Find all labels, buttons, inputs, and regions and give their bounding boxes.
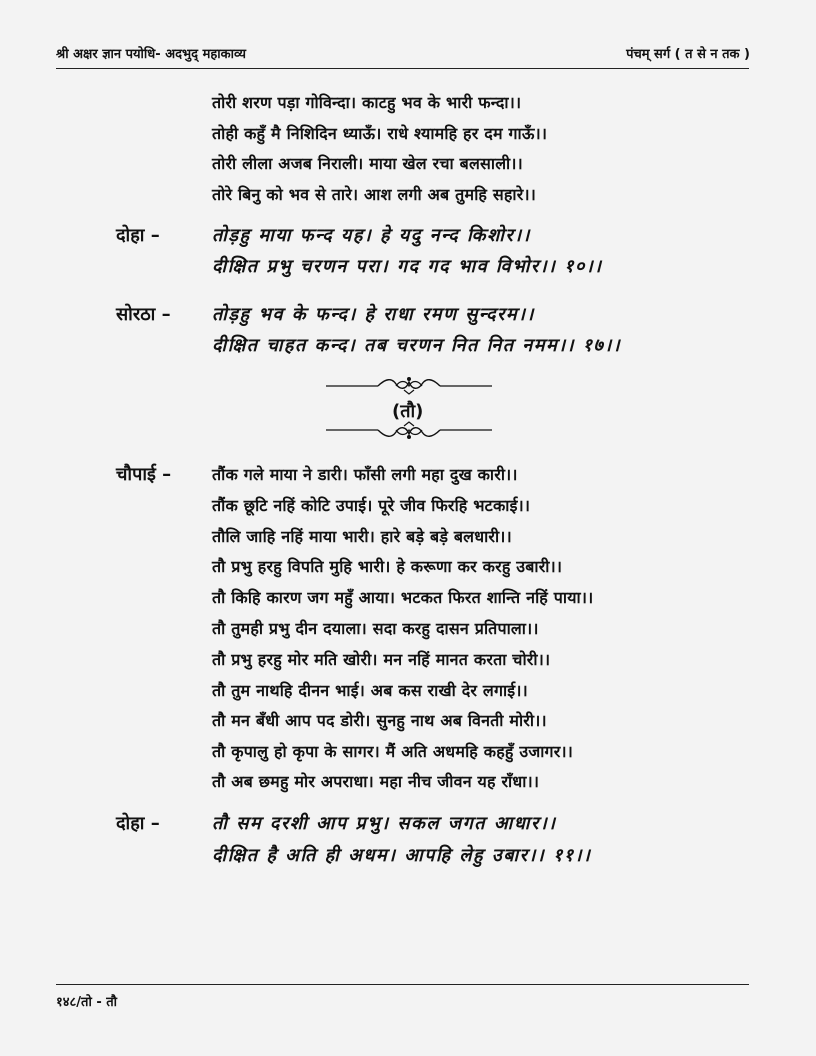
doha-label: दोहा – [116,813,160,834]
chaupai-line: तौ तुम नाथहि दीनन भाई। अब कस राखी देर लगाई।। [212,681,528,700]
ornament-divider-icon [326,374,492,396]
header-rule [56,68,749,69]
chaupai-line: तौ तुमही प्रभु दीन दयाला। सदा करहु दासन प्रतिपाला।। [212,619,539,638]
sortha-line: तोड़हु भव के फन्द। हे राधा रमण सुन्दरम।। [212,304,535,325]
chaupai-line: तौ प्रभु हरहु विपति मुहि भारी। हे करूणा कर करहु उबारी।। [212,557,563,576]
chaupai-line: तौ प्रभु हरहु मोर मति खोरी। मन नहिं मानत करता चोरी।। [212,650,551,669]
chaupai-line: तौलि जाहि नहिं माया भारी। हारे बड़े बड़े बलधारी।। [212,527,512,546]
header-chapter-title: पंचम् सर्ग ( त से न तक ) [626,47,750,62]
verse-line: तोरी लीला अजब निराली। माया खेल रचा बलसाली।। [212,154,523,173]
doha-line: दीक्षित है अति ही अधम। आपहि लेहु उबार।। ११।। [212,845,592,866]
verse-line: तोरी शरण पड़ा गोविन्दा। काटहु भव के भारी फन्दा।। [212,93,522,112]
verse-line: तोरे बिनु को भव से तारे। आश लगी अब तुमहि सहारे।। [212,185,536,204]
ornament-divider-icon [326,420,492,442]
doha-line: दीक्षित प्रभु चरणन परा। गद गद भाव विभोर।। १०।। [212,256,603,277]
header-book-title: श्री अक्षर ज्ञान पयोधि- अदभुद् महाकाव्य [56,47,246,62]
chaupai-line: तौंक गले माया ने डारी। फाँसी लगी महा दुख कारी।। [212,465,518,484]
sortha-line: दीक्षित चाहत कन्द। तब चरणन नित नित नमम।। १७।। [212,335,622,356]
doha-line: तौ सम दरशी आप प्रभु। सकल जगत आधार।। [212,813,557,834]
chaupai-line: तौ मन बँधी आप पद डोरी। सुनहु नाथ अब विनती मोरी।। [212,711,547,730]
chaupai-label: चौपाई – [116,464,172,485]
footer-rule [56,984,749,985]
page-number: १४८/तो - तौ [56,995,118,1010]
sortha-label: सोरठा – [116,304,171,325]
doha-line: तोड़हु माया फन्द यह। हे यदु नन्द किशोर।। [212,225,531,246]
chaupai-line: तौ कृपालु हो कृपा के सागर। मैं अति अधमहि कहहुँ उजागर।। [212,742,574,761]
chaupai-line: तौ अब छमहु मोर अपराधा। महा नीच जीवन यह राँधा।। [212,772,540,791]
chaupai-line: तौ किहि कारण जग महुँ आया। भटकत फिरत शान्ति नहिं पाया।। [212,588,594,607]
verse-line: तोही कहुँ मै निशिदिन ध्याऊँ। राधे श्यामहि हर दम गाऊँ।। [212,124,548,143]
section-heading: (तौ) [392,401,424,422]
doha-label: दोहा – [116,225,160,246]
chaupai-line: तौंक छूटि नहिं कोटि उपाई। पूरे जीव फिरहि भटकाई।। [212,496,531,515]
